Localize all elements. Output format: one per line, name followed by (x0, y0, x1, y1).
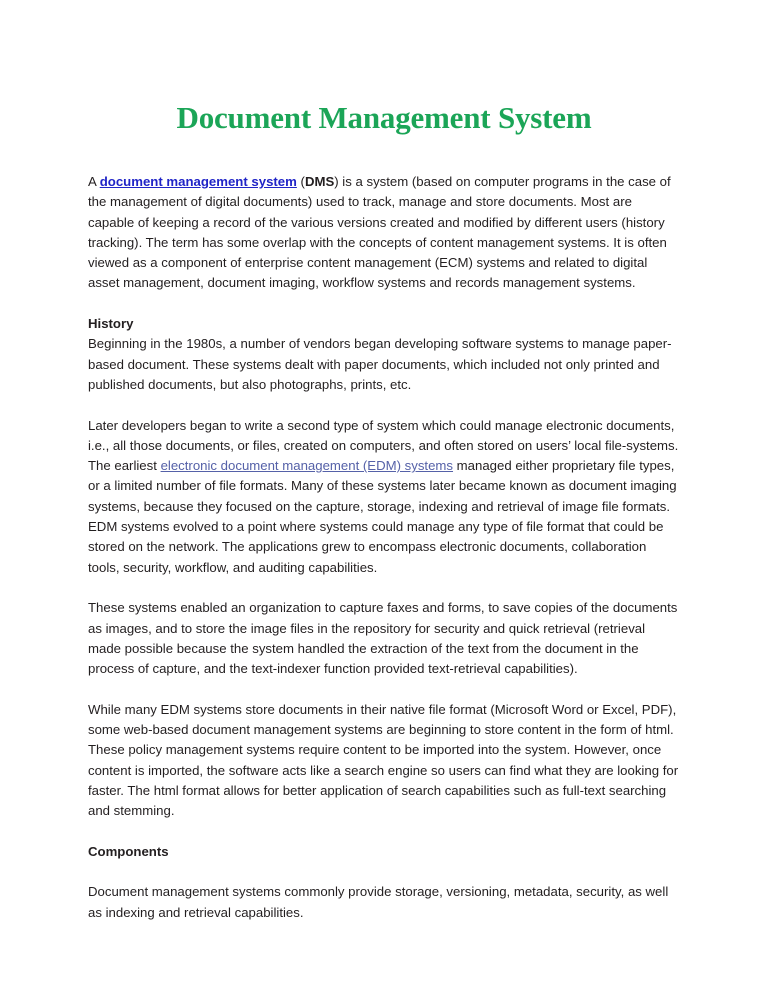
page-title: Document Management System (176, 100, 592, 135)
inline-text: ) is a system (based on computer programs in the case of the management of digital documents) used to track, manage and store documents. Most are capable of keeping a record of the various versions created and modified by different users (history tracking). The term has some overlap with the concepts of content management systems. It is often viewed as a component of enterprise content management (ECM) systems and related to digital asset management, document imaging, workflow systems and records management systems. (88, 174, 671, 291)
inline-text: Document management systems commonly provide storage, versioning, metadata, security, as well as indexing and retrieval capabilities. (88, 884, 669, 920)
document-content-column (88, 0, 680, 923)
history-paragraph-3 (88, 598, 680, 679)
inline-text: ( (296, 174, 305, 189)
history-paragraph-2 (88, 416, 680, 578)
inline-text: Beginning in the 1980s, a number of vendors began developing software systems to manage paper-based document. These systems dealt with paper documents, which included not only printed and published documents, but also photographs, prints, etc. (88, 336, 672, 392)
history-paragraph-1 (88, 334, 680, 395)
history-paragraph-4 (88, 700, 680, 822)
history-heading (88, 314, 680, 334)
inline-text: History (88, 316, 134, 332)
inline-bold: DMS (304, 174, 335, 189)
inline-text: These systems enabled an organization to capture faxes and forms, to save copies of the documents as images, and to store the image files in the repository for security and quick retrieval (retrieval made possible because the system handled the extraction of the text from the document in the process of capture, and the text-indexer function provided text-retrieval capabilities). (88, 600, 678, 677)
document-body (88, 172, 680, 923)
inline-text: While many EDM systems store documents in their native file format (Microsoft Word or Excel, PDF), some web-based document management systems are beginning to store content in the form of html. These policy management systems require content to be imported into the system. However, once content is imported, the software acts like a search engine so users can find what they are looking for faster. The html format allows for better application of search capabilities such as full-text searching and stemming. (88, 701, 679, 819)
components-paragraph (88, 882, 680, 923)
components-heading (88, 842, 680, 862)
inline-text: A (88, 174, 100, 189)
inline-text: Components (88, 843, 169, 859)
inline-text: managed either proprietary file types, or a limited number of file formats. Many of these systems later became known as document imaging systems, because they focused on the capture, storage, indexing and retrieval of image file formats. EDM systems evolved to a point where systems could manage any type of file format that could be stored on the network. The applications grew to encompass electronic documents, collaboration tools, security, workflow, and auditing capabilities. (88, 458, 677, 575)
intro-paragraph (88, 172, 680, 294)
inline-link[interactable]: electronic document management (EDM) systems (160, 458, 454, 474)
inline-link[interactable]: document management system (99, 174, 297, 189)
inline-text: Later developers began to write a second type of system which could manage electronic documents, i.e., all those documents, or files, created on computers, and often stored on users’ local file-systems. The earliest (88, 417, 679, 474)
